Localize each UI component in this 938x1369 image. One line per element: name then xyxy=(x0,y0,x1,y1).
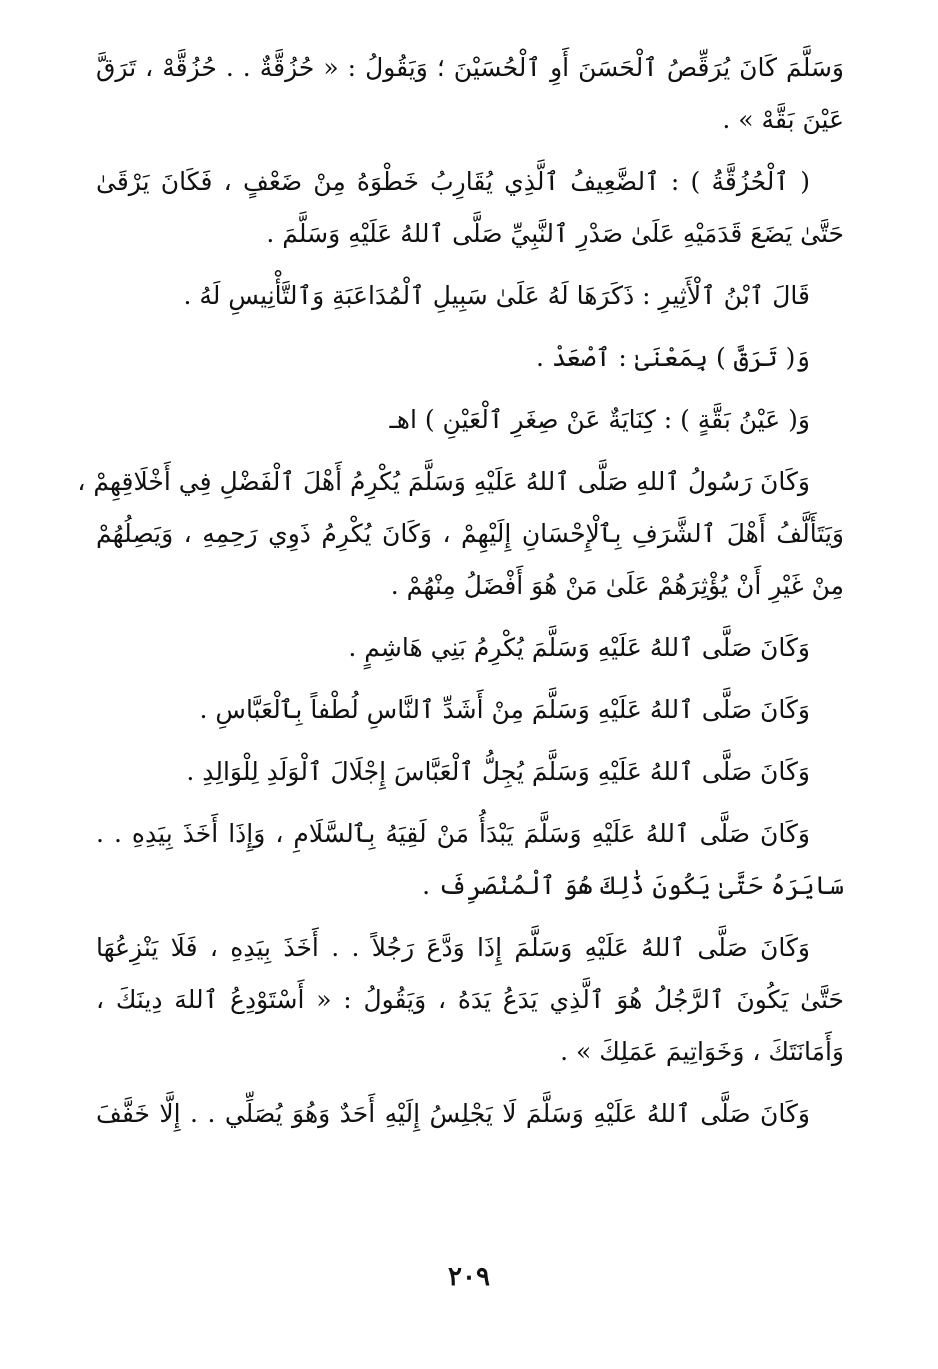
paragraph xyxy=(96,270,844,322)
text-line: وَأَمَانَتَكَ ، وَخَوَاتِيمَ عَمَلِكَ » . xyxy=(560,1037,844,1066)
paragraph xyxy=(96,332,844,384)
text-line: مِنْ غَيْرِ أَنْ يُؤْثِرَهُمْ عَلَىٰ مَنْ هُوَ أَفْضَلُ مِنْهُمْ . xyxy=(390,571,844,600)
paragraph xyxy=(96,808,844,912)
paragraph xyxy=(96,394,844,446)
text-line: وَيَتَأَلَّفُ أَهْلَ ٱلشَّرَفِ بِٱلْإِحْسَانِ إِلَيْهِمْ ، وَكَانَ يُكْرِمُ ذَوِي رَحِمِهِ ، وَيَصِلُهُمْ xyxy=(96,519,844,548)
paragraph xyxy=(96,1088,844,1140)
paragraph xyxy=(96,622,844,674)
text-line: حَتَّىٰ يَكُونَ ٱلرَّجُلُ هُوَ ٱلَّذِي يَدَعُ يَدَهُ ، وَيَقُولُ : « أَسْتَوْدِعُ ٱللهَ دِينَكَ ، xyxy=(96,985,844,1014)
text-line: وَسَلَّمَ كَانَ يُرَقِّصُ ٱلْحَسَنَ أَوِ ٱلْحُسَيْنَ ؛ وَيَقُولُ : « حُزُقَّةٌ . . حُزُقَّهْ ، تَرَقَّ xyxy=(96,53,844,82)
text-line: سَايَرَهُ حَتَّىٰ يَكُونَ ذَٰلِكَ هُوَ ٱلْمُنْصَرِفَ . xyxy=(422,871,844,900)
text-line: وَ( تَرَقَّ ) بِمَعْنَىٰ : ٱصْعَدْ . xyxy=(536,343,810,372)
text-line: وَ( عَيْنُ بَقَّةٍ ) : كِنَايَةٌ عَنْ صِغَرِ ٱلْعَيْنِ ) اهـ xyxy=(389,405,810,434)
text-line: عَيْنَ بَقَّهْ » . xyxy=(722,105,844,134)
paragraph xyxy=(77,456,844,612)
paragraph xyxy=(96,156,844,260)
text-line: قَالَ ٱبْنُ ٱلْأَثِيرِ : ذَكَرَهَا لَهُ عَلَىٰ سَبِيلِ ٱلْمُدَاعَبَةِ وَٱلتَّأْنِيسِ لَهُ . xyxy=(183,281,810,310)
page-body xyxy=(77,42,844,1150)
text-line: وَكَانَ صَلَّى ٱللهُ عَلَيْهِ وَسَلَّمَ يُجِلُّ ٱلْعَبَّاسَ إِجْلَالَ ٱلْوَلَدِ لِلْوَالِدِ . xyxy=(186,757,810,786)
text-line: وَكَانَ صَلَّى ٱللهُ عَلَيْهِ وَسَلَّمَ يُكْرِمُ بَنِي هَاشِمٍ . xyxy=(348,633,810,662)
paragraph xyxy=(96,684,844,736)
paragraph xyxy=(96,42,844,146)
text-line: وَكَانَ رَسُولُ ٱللهِ صَلَّى ٱللهُ عَلَيْهِ وَسَلَّمَ يُكْرِمُ أَهْلَ ٱلْفَضْلِ فِي أَخْلَاقِهِمْ ، xyxy=(77,467,810,496)
text-line: وَكَانَ صَلَّى ٱللهُ عَلَيْهِ وَسَلَّمَ يَبْدَأُ مَنْ لَقِيَهُ بِٱلسَّلَامِ ، وَإِذَا أَخَذَ بِيَدِهِ . . xyxy=(96,819,810,848)
text-line: وَكَانَ صَلَّى ٱللهُ عَلَيْهِ وَسَلَّمَ لَا يَجْلِسُ إِلَيْهِ أَحَدٌ وَهُوَ يُصَلِّي . . إِلَّا خَفَّفَ xyxy=(96,1099,810,1128)
text-line: وَكَانَ صَلَّى ٱللهُ عَلَيْهِ وَسَلَّمَ إِذَا وَدَّعَ رَجُلاً . . أَخَذَ بِيَدِهِ ، فَلَا يَنْزِعُهَا xyxy=(96,933,810,962)
text-line: وَكَانَ صَلَّى ٱللهُ عَلَيْهِ وَسَلَّمَ مِنْ أَشَدِّ ٱلنَّاسِ لُطْفاً بِٱلْعَبَّاسِ . xyxy=(199,695,810,724)
text-line: حَتَّىٰ يَضَعَ قَدَمَيْهِ عَلَىٰ صَدْرِ ٱلنَّبِيِّ صَلَّى ٱللهُ عَلَيْهِ وَسَلَّمَ . xyxy=(266,219,844,248)
page-number: ٢٠٩ xyxy=(448,1262,490,1292)
paragraph xyxy=(96,746,844,798)
paragraph xyxy=(96,922,844,1078)
text-line: ( ٱلْحُزُقَّةُ ) : ٱلضَّعِيفُ ٱلَّذِي يُقَارِبُ خَطْوَهُ مِنْ ضَعْفٍ ، فَكَانَ يَرْقَىٰ xyxy=(96,167,810,196)
